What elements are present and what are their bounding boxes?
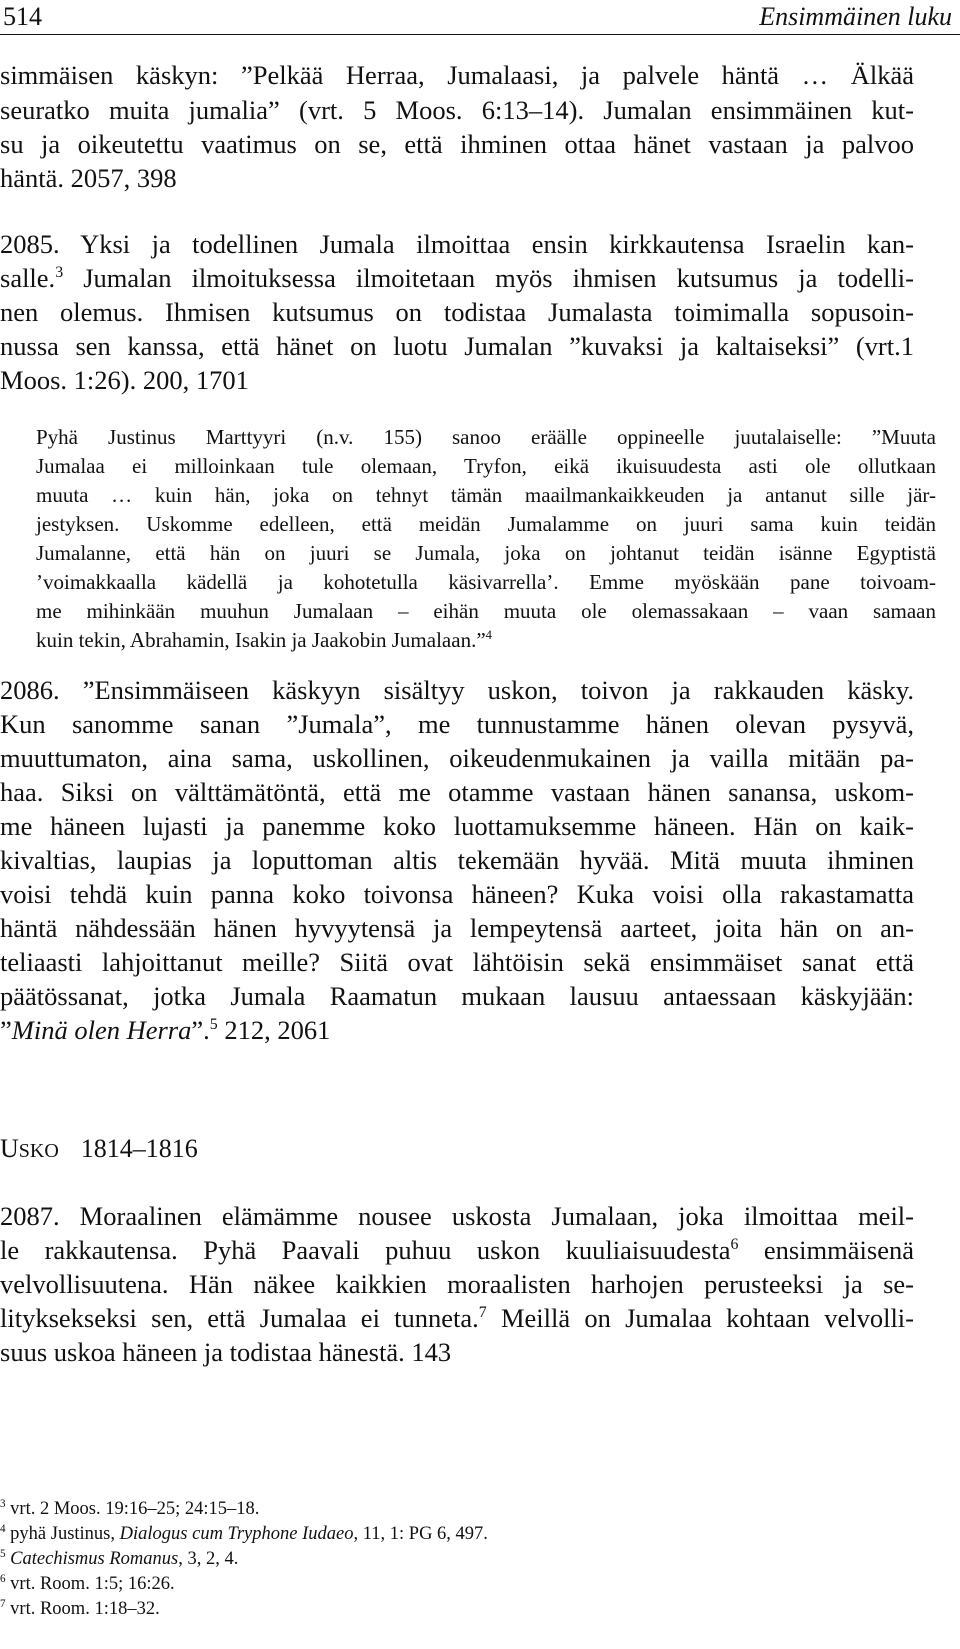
quote-line: ’voimakkaalla kädellä ja kohotetulla käsivarrella’. Emme myöskään pane toivoam- <box>36 570 936 594</box>
text-line: Kun sanomme sanan ”Jumala”, me tunnustamme hänen olevan pysyvä, <box>0 709 914 739</box>
text-line: Moos. 1:26). 200, 1701 <box>0 365 249 395</box>
text-line: nussa sen kanssa, että hänet on luotu Jumalan ”kuvaksi ja kaltaiseksi” (vrt.1 <box>0 331 914 361</box>
page-number: 514 <box>3 2 42 31</box>
footnote-ref[interactable]: 6 <box>730 1236 739 1254</box>
text-line: seuratko muita jumalia” (vrt. 5 Moos. 6:13–14). Jumalan ensimmäinen kut- <box>0 95 914 125</box>
footnote: $^4$ pyhä Justinus, Dialogus cum Tryphone Iudaeo, 11, 1: PG 6, 497. <box>0 1523 488 1544</box>
text-line: nen olemus. Ihmisen kutsumus on todistaa Jumalasta toimimalla sopusoin- <box>0 297 914 327</box>
text-line: velvollisuutena. Hän näkee kaikkien moraalisten harhojen perusteeksi ja se- <box>0 1269 914 1299</box>
quote-line: kuin tekin, Abrahamin, Isakin ja Jaakobin Jumalaan.”$^4$ <box>36 628 492 652</box>
text-line: päätössanat, jotka Jumala Raamatun mukaan lausuu antaessaan käskyjään: <box>0 981 914 1011</box>
text-line: lityksekseksi sen, että Jumalaa ei tunneta.$^7$ Meillä on Jumalaa kohtaan velvolli- <box>0 1303 914 1333</box>
text-line: 2085. Yksi ja todellinen Jumala ilmoittaa ensin kirkkautensa Israelin kan- <box>0 229 914 259</box>
quote-line: Jumalanne, että hän on juuri se Jumala, joka on johtanut teidän isänne Egyptistä <box>36 541 936 565</box>
section-refs: 1814–1816 <box>80 1134 198 1163</box>
text-line: ”Minä olen Herra”.$^5$ 212, 2061 <box>0 1015 331 1045</box>
text-line: teliaasti lahjoittanut meille? Siitä ovat lähtöisin sekä ensimmäiset sanat että <box>0 947 914 977</box>
text-line: suus uskoa häneen ja todistaa hänestä. 143 <box>0 1337 452 1367</box>
quote-line: Jumalaa ei milloinkaan tule olemaan, Tryfon, eikä ikuisuudesta asti ole ollutkaan <box>36 454 936 478</box>
header-rule <box>0 34 960 35</box>
text-line: kivaltias, laupias ja loputtoman altis tekemään hyvää. Mitä muuta ihminen <box>0 845 914 875</box>
quote-line: jestyksen. Uskomme edelleen, että meidän Jumalamme on juuri sama kuin teidän <box>36 512 936 536</box>
text-line: su ja oikeutettu vaatimus on se, että ihminen ottaa hänet vastaan ja palvoo <box>0 129 914 159</box>
page-header <box>0 0 960 40</box>
footnote: $^3$ vrt. 2 Moos. 19:16–25; 24:15–18. <box>0 1498 260 1519</box>
text-line: salle.$^3$ Jumalan ilmoituksessa ilmoitetaan myös ihmisen kutsumus ja todelli- <box>0 263 914 293</box>
text-line: muuttumaton, aina sama, uskollinen, oikeudenmukainen ja vailla mitään pa- <box>0 743 914 773</box>
text-line: le rakkautensa. Pyhä Paavali puhuu uskon kuuliaisuudesta$^6$ ensimmäisenä <box>0 1235 914 1265</box>
text-line: häntä. 2057, 398 <box>0 163 177 193</box>
footnote: $^5$ Catechismus Romanus, 3, 2, 4. <box>0 1548 239 1569</box>
footnote: $^7$ vrt. Room. 1:18–32. <box>0 1598 160 1619</box>
section-title-rest: SKO <box>18 1140 59 1162</box>
footnote: $^6$ vrt. Room. 1:5; 16:26. <box>0 1573 175 1594</box>
text-line: me häneen lujasti ja panemme koko luottamuksemme häneen. Hän on kaik- <box>0 811 914 841</box>
quote-line: me mihinkään muuhun Jumalaan – eihän muuta ole olemassakaan – vaan samaan <box>36 599 936 623</box>
running-title: Ensimmäinen luku <box>759 2 952 31</box>
footnote-ref[interactable]: 7 <box>478 1304 487 1322</box>
text-line: simmäisen käskyn: ”Pelkää Herraa, Jumalaasi, ja palvele häntä … Älkää <box>0 60 914 90</box>
quote-line: muuta … kuin hän, joka on tehnyt tämän maailmankaikkeuden ja antanut sille jär- <box>36 483 936 507</box>
text-line: häntä nähdessään hänen hyvyytensä ja lempeytensä aarteet, joita hän on an- <box>0 913 914 943</box>
footnote-ref[interactable]: 4 <box>485 628 492 643</box>
text-line: voisi tehdä kuin panna koko toivonsa häneen? Kuka voisi olla rakastamatta <box>0 879 914 909</box>
text-line: 2087. Moraalinen elämämme nousee uskosta Jumalaan, joka ilmoittaa meil- <box>0 1201 914 1231</box>
footnote-ref[interactable]: 3 <box>55 264 64 282</box>
text-line: haa. Siksi on välttämätöntä, että me otamme vastaan hänen sanansa, uskom- <box>0 777 914 807</box>
footnote-ref[interactable]: 5 <box>209 1016 218 1034</box>
quote-line: Pyhä Justinus Marttyyri (n.v. 155) sanoo eräälle oppineelle juutalaiselle: ”Muuta <box>36 425 936 449</box>
section-title-initial: U <box>0 1134 19 1163</box>
text-line: 2086. ”Ensimmäiseen käskyyn sisältyy uskon, toivon ja rakkauden käsky. <box>0 675 914 705</box>
